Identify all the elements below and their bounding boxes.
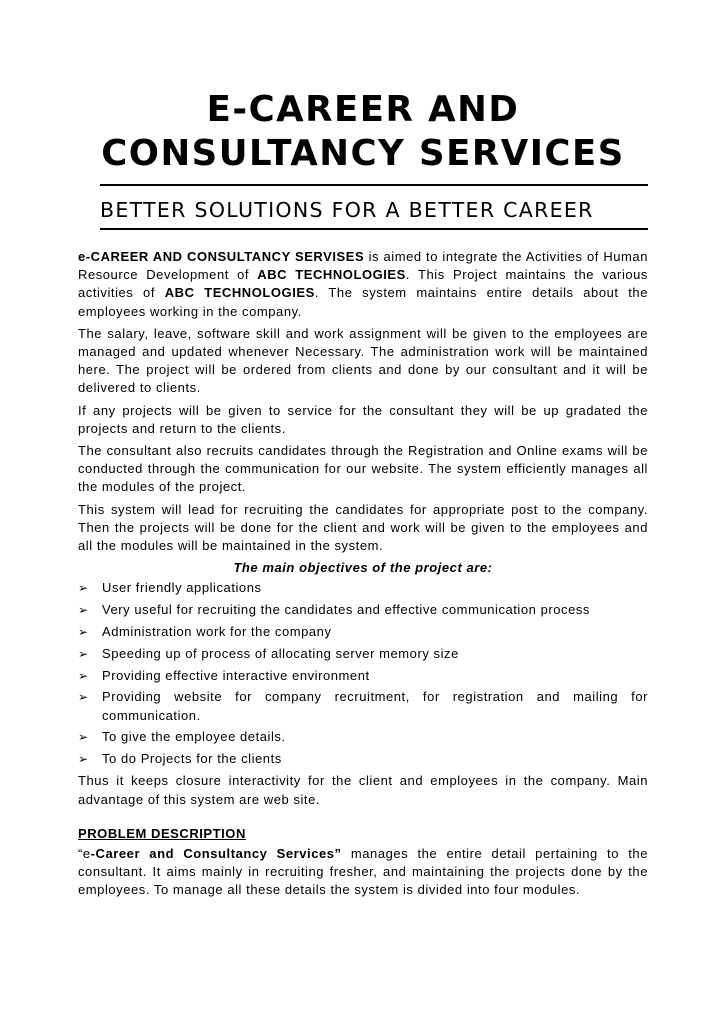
conclusion-paragraph: Thus it keeps closure interactivity for the client and employees in the company. Main advantage of this system are web site.: [78, 773, 648, 807]
project-name-bold: e-CAREER AND CONSULTANCY SERVISES: [78, 249, 365, 264]
list-item: [78, 579, 648, 597]
problem-text: manages the entire detail pertaining to the consultant. It aims mainly in recruiting fresher, and maintaining the projects done by the employees. To manage all these details the system is divided into four modules.: [78, 846, 648, 898]
arrowhead-bullet-icon: ➢: [78, 625, 89, 640]
objectives-list: [78, 579, 648, 768]
list-item: [78, 750, 648, 768]
objectives-heading: The main objectives of the project are:: [233, 560, 493, 576]
list-item: [78, 728, 648, 746]
arrowhead-bullet-icon: ➢: [78, 690, 89, 705]
company-name-bold-1: ABC TECHNOLOGIES: [257, 267, 406, 283]
document-body: [78, 248, 648, 900]
title-divider: [100, 184, 648, 186]
arrowhead-bullet-icon: ➢: [78, 646, 89, 661]
title-line-1: E-CAREER AND: [206, 89, 520, 130]
intro-paragraph-1: [78, 248, 648, 321]
document-subtitle: BETTER SOLUTIONS FOR A BETTER CAREER: [100, 198, 594, 222]
list-item: [78, 667, 648, 685]
intro-text-3: . The system maintains entire details about the employees working in the company.: [78, 285, 648, 319]
subtitle-divider: [100, 228, 648, 230]
list-item-text: To do Projects for the clients: [102, 751, 282, 767]
list-item-text: Speeding up of process of allocating server memory size: [102, 645, 459, 661]
list-item-text: Providing website for company recruitment, for registration and mailing for communication.: [102, 689, 648, 723]
problem-description-paragraph: [78, 845, 648, 900]
intro-paragraph-4: The consultant also recruits candidates through the Registration and Online exams will be conducted through the communication for our website. The system efficiently manages all the modules of the project.: [78, 443, 648, 495]
document-page: [78, 0, 648, 904]
product-name-bold: -Career and Consultancy Services”: [90, 846, 342, 862]
list-item: [78, 645, 648, 663]
list-item: [78, 688, 648, 724]
list-item: [78, 623, 648, 641]
arrowhead-bullet-icon: ➢: [78, 603, 89, 618]
list-item-text: To give the employee details.: [102, 729, 286, 745]
list-item-text: Providing effective interactive environment: [102, 667, 370, 683]
arrowhead-bullet-icon: ➢: [78, 752, 89, 767]
intro-text-2: . This Project maintains the various activities of: [78, 267, 648, 301]
list-item: [78, 601, 648, 619]
intro-paragraph-2: The salary, leave, software skill and work assignment will be given to the employees are managed and updated whenever Necessary. The administration work will be maintained here. The project will be ordered from clients and done by our consultant and it will be delivered to clients.: [78, 325, 648, 396]
intro-paragraph-5: This system will lead for recruiting the candidates for appropriate post to the company. Then the projects will be done for the client and work will be given to the employees and all the modules will be maintained in the system.: [78, 501, 648, 554]
problem-description-heading: PROBLEM DESCRIPTION: [78, 825, 246, 841]
list-item-text: User friendly applications: [102, 580, 262, 596]
title-line-2: CONSULTANCY SERVICES: [101, 133, 625, 174]
intro-text-1: is aimed to integrate the Activities of Human Resource Development of: [78, 249, 648, 283]
problem-open-quote: “e: [78, 846, 91, 862]
intro-paragraph-3: If any projects will be given to service for the consultant they will be up gradated the projects and return to the clients.: [78, 402, 648, 436]
document-title: [78, 0, 648, 176]
arrowhead-bullet-icon: ➢: [78, 581, 89, 596]
list-item-text: Very useful for recruiting the candidates and effective communication process: [102, 602, 590, 618]
company-name-bold-2: ABC TECHNOLOGIES: [164, 285, 315, 301]
arrowhead-bullet-icon: ➢: [78, 730, 89, 745]
list-item-text: Administration work for the company: [102, 624, 332, 640]
arrowhead-bullet-icon: ➢: [78, 668, 89, 683]
